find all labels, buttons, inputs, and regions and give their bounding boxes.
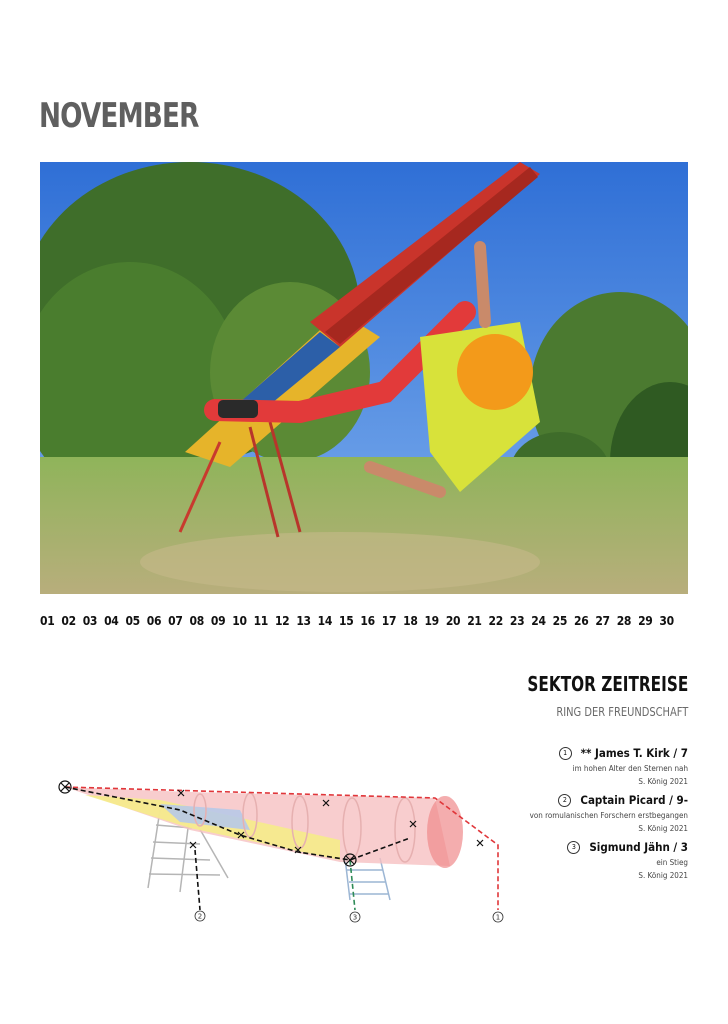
day-number: 23 bbox=[509, 614, 525, 628]
month-title: NOVEMBER bbox=[39, 96, 199, 136]
day-number: 21 bbox=[467, 614, 482, 628]
route-description: im hohen Alter den Sternen nah bbox=[572, 764, 688, 773]
route-3-line bbox=[350, 860, 355, 910]
day-number: 27 bbox=[595, 614, 610, 628]
day-number: 05 bbox=[125, 614, 140, 628]
day-number: 26 bbox=[573, 614, 589, 628]
day-number: 07 bbox=[168, 614, 183, 628]
day-number: 02 bbox=[61, 614, 76, 628]
day-number: 14 bbox=[317, 614, 333, 628]
route-description: ein Stieg bbox=[656, 858, 688, 867]
sector-heading bbox=[499, 672, 688, 719]
route-author: S. König 2021 bbox=[638, 824, 688, 833]
route-name: Sigmund Jähn / 3 bbox=[589, 840, 688, 854]
route-name: Captain Picard / 9- bbox=[580, 793, 688, 807]
day-number: 28 bbox=[616, 614, 632, 628]
day-number: 06 bbox=[146, 614, 162, 628]
day-number: 17 bbox=[381, 614, 397, 628]
sector-title: SEKTOR ZEITREISE bbox=[527, 672, 688, 696]
day-number: 13 bbox=[296, 614, 311, 628]
day-number: 11 bbox=[253, 614, 269, 628]
day-number: 24 bbox=[531, 614, 546, 628]
day-number: 09 bbox=[210, 614, 226, 628]
route-start-label bbox=[493, 912, 503, 922]
route-start-label bbox=[350, 912, 360, 922]
route-author: S. König 2021 bbox=[638, 871, 688, 880]
day-number: 15 bbox=[339, 614, 354, 628]
day-number: 20 bbox=[445, 614, 461, 628]
svg-text:2: 2 bbox=[197, 912, 203, 921]
route-number-badge: 1 bbox=[559, 747, 572, 760]
day-number: 16 bbox=[360, 614, 375, 628]
rocket-nose-drawing bbox=[427, 796, 463, 868]
day-number: 29 bbox=[638, 614, 653, 628]
day-number: 08 bbox=[189, 614, 204, 628]
day-number: 04 bbox=[104, 614, 119, 628]
route-author: S. König 2021 bbox=[638, 777, 688, 786]
route-topo-diagram bbox=[40, 770, 520, 930]
day-number: 25 bbox=[552, 614, 568, 628]
route-start-label bbox=[195, 911, 205, 921]
day-number: 03 bbox=[82, 614, 98, 628]
day-number: 30 bbox=[659, 614, 674, 628]
sector-subtitle: RING DER FREUNDSCHAFT bbox=[556, 704, 688, 719]
climbing-photo bbox=[40, 162, 688, 594]
day-row bbox=[40, 614, 674, 628]
day-number: 01 bbox=[40, 614, 55, 628]
svg-text:1: 1 bbox=[495, 913, 501, 922]
day-number: 12 bbox=[274, 614, 290, 628]
day-number: 19 bbox=[424, 614, 439, 628]
route-number-badge: 2 bbox=[558, 794, 571, 807]
day-number: 22 bbox=[488, 614, 503, 628]
day-number: 18 bbox=[403, 614, 418, 628]
day-number: 10 bbox=[232, 614, 247, 628]
route-name: ** James T. Kirk / 7 bbox=[580, 746, 688, 760]
route-description: von romulanischen Forschern erstbegangen bbox=[529, 811, 688, 820]
svg-text:3: 3 bbox=[352, 913, 358, 922]
route-number-badge: 3 bbox=[567, 841, 580, 854]
